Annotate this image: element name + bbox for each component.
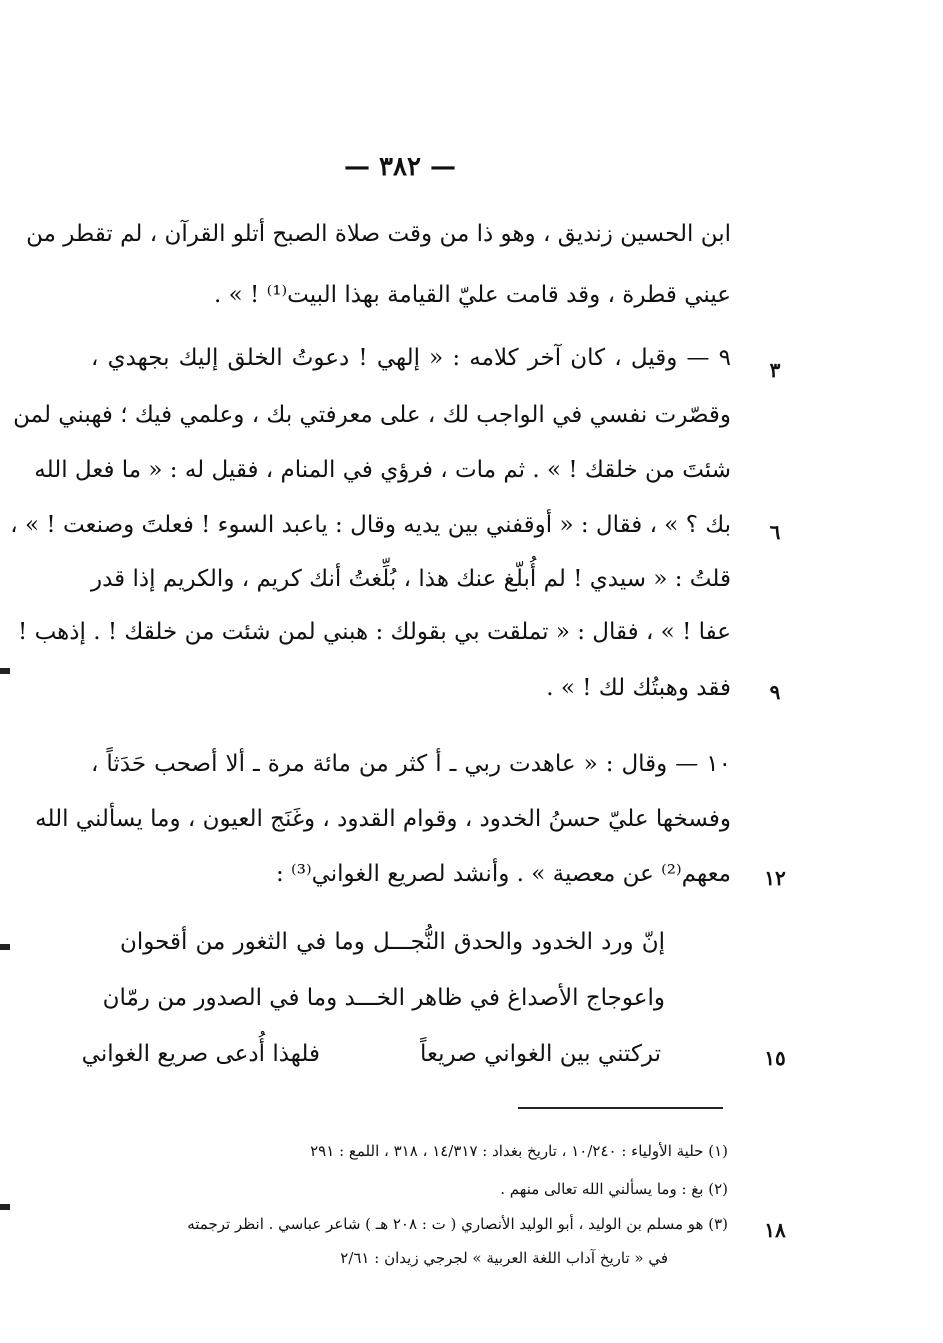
poem-verse-second-hemistich: فلهذا أُدعى صريع الغواني [81,1041,320,1067]
footnote-continuation: في « تاريخ آداب اللغة العربية » لجرجي زيدان : ٢/٦١ [340,1249,668,1267]
line-number: ٦ [769,520,781,544]
scan-edge-mark [0,1204,10,1210]
scan-edge-mark [0,944,10,950]
footnote: (١) حلية الأولياء : ١٠/٢٤٠ ، تاريخ بغداد : ١٤/٣١٧ ، ٣١٨ ، اللمع : ٢٩١ [310,1142,728,1160]
body-line: شئتَ من خلقك ! » . ثم مات ، فرؤي في المنام ، فقيل له : « ما فعل الله [34,457,731,483]
poem-verse-first-hemistich: تركتني بين الغواني صريعاً [420,1041,661,1067]
body-line: فقد وهبتُك لك ! » . [546,675,731,701]
page-number: — ٣٨٢ — [343,152,457,182]
body-line: ابن الحسين زنديق ، وهو ذا من وقت صلاة الصبح أتلو القرآن ، لم تقطر من [26,221,731,247]
line-number: ١٨ [764,1218,786,1242]
line-number: ١٥ [764,1046,786,1070]
body-line: وقصّرت نفسي في الواجب لك ، على معرفتي بك ، وعلمي فيك ؛ فهبني لمن [13,402,731,428]
line-number: ٣ [769,358,781,382]
body-line: معهم⁽²⁾ عن معصية » . وأنشد لصريع الغواني⁽³⁾ : [275,861,731,887]
poem-verse: واعوجاج الأصداغ في ظاهر الخـــد وما في الصدور من رمّان [102,985,665,1011]
footnote-separator [518,1107,723,1109]
body-line: عفا ! » ، فقال : « تملقت بي بقولك : هبني لمن شئت من خلقك ! . إذهب ! [18,619,731,645]
line-number: ١٢ [764,866,786,890]
scan-edge-mark [0,668,10,674]
body-line: وفسخها عليّ حسنُ الخدود ، وقوام القدود ، وغَنَج العيون ، وما يسألني الله [35,806,731,832]
footnote: (٢) بغ : وما يسألني الله تعالى منهم . [500,1180,728,1198]
poem-verse: إنّ ورد الخدود والحدق النُّجـــل وما في الثغور من أقحوان [120,929,665,955]
body-line: قلتُ : « سيدي ! لم أُبلّغ عنك هذا ، بُلِّغتُ أنك كريم ، والكريم إذا قدر [91,566,731,592]
line-number: ٩ [769,680,781,704]
body-line: بك ؟ » ، فقال : « أوقفني بين يديه وقال : ياعبد السوء ! فعلتَ وصنعت ! » ، [10,512,731,538]
body-line: ١٠ — وقال : « عاهدت ربي ـ أ كثر من مائة مرة ـ ألا أصحب حَدَثاً ، [91,751,731,777]
body-line: ٩ — وقيل ، كان آخر كلامه : « إلهي ! دعوتُ الخلق إليك بجهدي ، [91,345,731,371]
body-line: عيني قطرة ، وقد قامت عليّ القيامة بهذا البيت⁽¹⁾ ! » . [214,282,731,308]
footnote: (٣) هو مسلم بن الوليد ، أبو الوليد الأنصاري ( ت : ٢٠٨ هـ ) شاعر عباسي . انظر ترجمته [187,1215,728,1233]
